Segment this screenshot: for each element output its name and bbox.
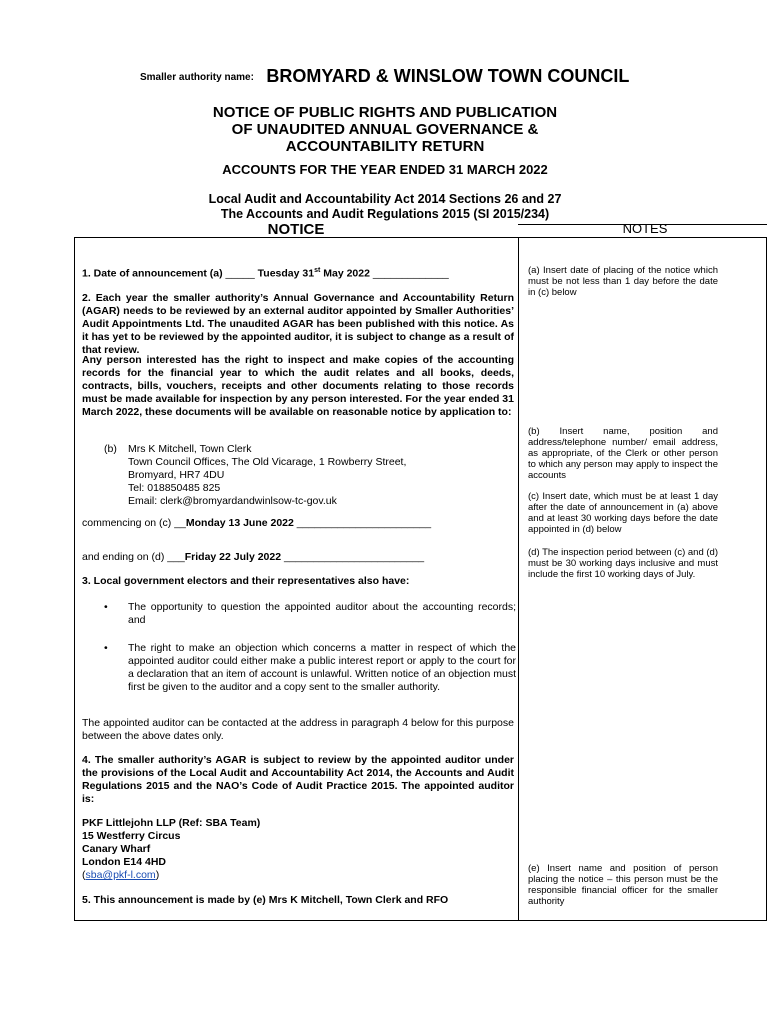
auditor-street: 15 Westferry Circus <box>82 830 181 842</box>
document-title <box>0 104 770 155</box>
auditor-area: Canary Wharf <box>82 843 151 855</box>
notes-header-top-border <box>518 224 767 225</box>
contact-name: Mrs K Mitchell, Town Clerk <box>128 443 252 455</box>
title-line-1: NOTICE OF PUBLIC RIGHTS AND PUBLICATION <box>212 104 558 121</box>
ending-date-line: and ending on (d) ___Friday 22 July 2022 ________________________ <box>82 551 425 563</box>
authority-name: BROMYARD & WINSLOW TOWN COUNCIL <box>266 66 630 86</box>
auditor-address <box>82 817 260 882</box>
title-line-2: OF UNAUDITED ANNUAL GOVERNANCE & <box>231 121 539 138</box>
note-d: (d) The inspection period between (c) and (d) must be 30 working days inclusive and must include the first 10 working days of July. <box>528 547 718 580</box>
contact-telephone: Tel: 018850485 825 <box>128 482 221 494</box>
item-3-electors-rights: 3. Local government electors and their representatives also have: <box>82 575 410 587</box>
note-c: (c) Insert date, which must be at least 1 day after the date of announcement in (a) above and at least 30 working days before the date appointed in (d) below <box>528 491 718 535</box>
contact-address-1: Town Council Offices, The Old Vicarage, 1 Rowberry Street, <box>128 456 407 468</box>
item-5-announcement-by: 5. This announcement is made by (e) Mrs K Mitchell, Town Clerk and RFO <box>82 894 449 906</box>
bullet-1-marker: • <box>104 601 108 613</box>
auditor-email-link[interactable]: sba@pkf-l.com <box>85 869 156 881</box>
item-4-appointed-auditor: 4. The smaller authority’s AGAR is subject to review by the appointed auditor under the provisions of the Local Audit and Accountability Act 2014, the Accounts and Audit Regulations 2015 and the NAO’s Code of Audit Practice 2015. The appointed auditor is: <box>82 754 514 805</box>
auditor-contact-note: The appointed auditor can be contacted at the address in paragraph 4 below for this purpose between the above dates only. <box>82 717 514 742</box>
note-a: (a) Insert date of placing of the notice which must be not less than 1 day before the date in (c) below <box>528 265 718 298</box>
contact-details <box>128 443 516 508</box>
auditor-email-line: (sba@pkf-l.com) <box>82 869 160 881</box>
authority-label: Smaller authority name: <box>140 72 254 83</box>
accounts-year-subtitle: ACCOUNTS FOR THE YEAR ENDED 31 MARCH 2022 <box>222 162 548 177</box>
contact-address-2: Bromyard, HR7 4DU <box>128 469 225 481</box>
auditor-name: PKF Littlejohn LLP (Ref: SBA Team) <box>82 817 261 829</box>
bullet-2-right-to-object: The right to make an objection which concerns a matter in respect of which the appointed auditor could either make a public interest report or apply to the court for a declaration that an item of account is unlawful. Written notice of an objection must first be given to the auditor and a copy sent to the smaller authority. <box>128 642 516 693</box>
item-2-inspection-rights: Any person interested has the right to inspect and make copies of the accounting records for the financial year to which the audit relates and all books, deeds, contracts, bills, vouchers, receipts and other documents relating to those records must be made available for inspection by any person interested. For the year ended 31 March 2022, these documents will be available on reasonable notice by application to: <box>82 354 514 418</box>
column-divider <box>518 237 519 921</box>
act-line-2: The Accounts and Audit Regulations 2015 (SI 2015/234) <box>220 207 550 221</box>
bullet-2-marker: • <box>104 642 108 654</box>
contact-marker: (b) <box>104 443 117 455</box>
notice-column-heading: NOTICE <box>267 221 325 238</box>
authority-line <box>140 66 740 87</box>
bullet-1-question-auditor: The opportunity to question the appointed auditor about the accounting records; and <box>128 601 516 626</box>
auditor-postcode: London E14 4HD <box>82 856 167 868</box>
contact-email: Email: clerk@bromyardandwinlsow-tc-gov.uk <box>128 495 337 507</box>
act-line-1: Local Audit and Accountability Act 2014 Sections 26 and 27 <box>208 192 562 206</box>
note-e: (e) Insert name and position of person placing the notice – this person must be the responsible financial officer for the smaller authority <box>528 863 718 907</box>
title-line-3: ACCOUNTABILITY RETURN <box>285 138 485 155</box>
commencing-date-line: commencing on (c) __Monday 13 June 2022 _______________________ <box>82 517 432 529</box>
notes-column-heading: NOTES <box>622 221 668 236</box>
note-b: (b) Insert name, position and address/telephone number/ email address, as appropriate, of the Clerk or other person to which any person may apply to inspect the accounts <box>528 426 718 481</box>
item-1-date-of-announcement: 1. Date of announcement (a) _____ Tuesday 31st May 2022 _____________ <box>82 267 449 280</box>
legislation-reference <box>0 192 770 222</box>
item-2-agar-review: 2. Each year the smaller authority’s Annual Governance and Accountability Return (AGAR) needs to be reviewed by an external auditor appointed by Smaller Authorities’ Audit Appointments Ltd. The unaudited AGAR has been published with this notice. As it has yet to be reviewed by the appointed auditor, it is subject to change as a result of that review. <box>82 292 514 356</box>
